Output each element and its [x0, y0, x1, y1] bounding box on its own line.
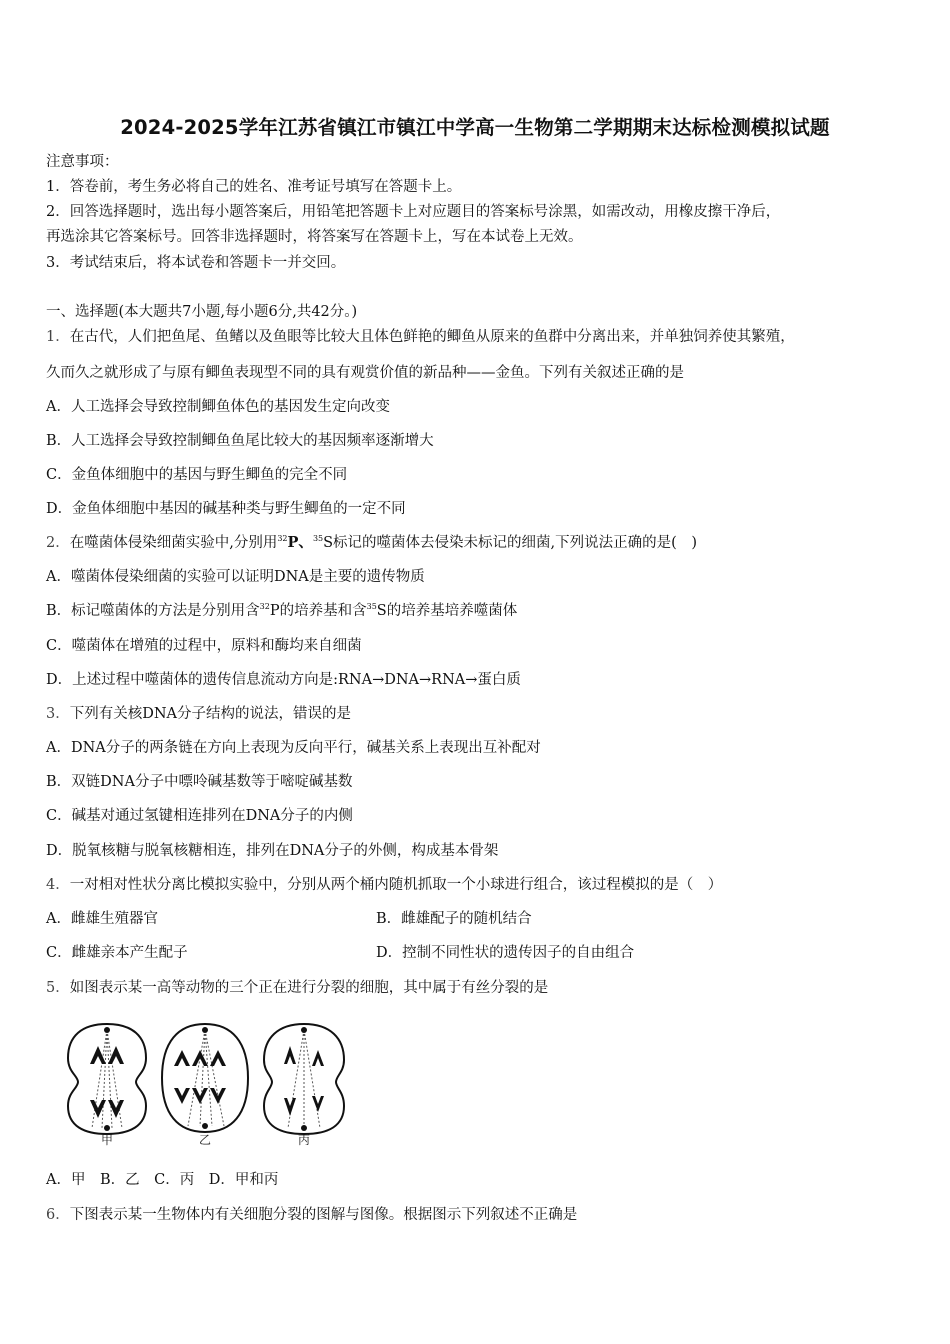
- option-text: P的培养基和含: [269, 603, 367, 619]
- question-text: 一对相对性状分离比模拟实验中，分别从两个桶内随机抓取一个小球进行组合，该过程模拟的是（ ）: [69, 877, 723, 893]
- option-text: B．标记噬菌体的方法是分别用含: [46, 603, 260, 619]
- q4-option-d: D．控制不同性状的遗传因子的自由组合: [376, 945, 635, 961]
- question-text: 下图表示某一生物体内有关细胞分裂的图解与图像。根据图示下列叙述不正确是: [69, 1207, 578, 1223]
- isotope-superscript: 32: [259, 602, 270, 611]
- question-text: 在噬菌体侵染细菌实验中,分别用: [69, 535, 278, 551]
- question-number: 3．: [46, 706, 70, 722]
- notice-item-1: 1．答卷前，考生务必将自己的姓名、准考证号填写在答题卡上。: [46, 179, 462, 195]
- chromosome: [312, 1096, 324, 1112]
- q2-option-a: A．噬菌体侵染细菌的实验可以证明DNA是主要的遗传物质: [46, 569, 425, 585]
- question-number: 5．: [46, 980, 70, 996]
- question-1-stem-cont: 久而久之就形成了与原有鲫鱼表现型不同的具有观赏价值的新品种——金鱼。下列有关叙述正确的是: [46, 365, 684, 381]
- page-title: 2024-2025学年江苏省镇江市镇江中学高一生物第二学期期末达标检测模拟试题: [120, 116, 830, 139]
- isotope-superscript: 35: [312, 534, 324, 543]
- notice-item-3: 3．考试结束后，将本试卷和答题卡一并交回。: [46, 255, 346, 271]
- q3-option-a: A．DNA分子的两条链在方向上表现为反向平行，碱基关系上表现出互补配对: [46, 740, 541, 756]
- cell-label-jia: 甲: [100, 1133, 114, 1146]
- question-2-stem: [46, 534, 697, 552]
- chromosome: [210, 1050, 226, 1066]
- q4-option-c: C．雌雄亲本产生配子: [46, 945, 188, 961]
- question-4-stem: [46, 876, 722, 894]
- chromosome: [284, 1098, 296, 1116]
- chromosome: [284, 1046, 296, 1064]
- question-6-stem: [46, 1206, 577, 1224]
- chromosome: [192, 1050, 208, 1066]
- q2-option-d: D．上述过程中噬菌体的遗传信息流动方向是:RNA→DNA→RNA→蛋白质: [46, 672, 521, 688]
- q5-options: A．甲 B．乙 C．丙 D．甲和丙: [46, 1172, 279, 1188]
- question-text: 下列有关核DNA分子结构的说法，错误的是: [69, 706, 352, 722]
- cell-yi-membrane: [162, 1024, 248, 1132]
- chromosome: [210, 1088, 226, 1104]
- question-text: S标记的噬菌体去侵染未标记的细菌,下列说法正确的是( ): [323, 535, 697, 551]
- q1-option-c: C．金鱼体细胞中的基因与野生鲫鱼的完全不同: [46, 467, 348, 483]
- notice-item-2: 2．回答选择题时，选出每小题答案后，用铅笔把答题卡上对应题目的答案标号涂黑，如需改动，用橡皮擦干净后，: [46, 204, 781, 220]
- notice-item-2-cont: 再选涂其它答案标号。回答非选择题时，将答案写在答题卡上，写在本试卷上无效。: [46, 229, 583, 245]
- section-heading: 一、选择题(本大题共7小题,每小题6分,共42分。): [46, 304, 358, 320]
- q2-option-b: [46, 602, 517, 620]
- isotope-symbol: P、: [287, 534, 313, 551]
- notice-heading: 注意事项：: [46, 154, 119, 170]
- question-number: 6．: [46, 1207, 70, 1223]
- q2-option-c: C．噬菌体在增殖的过程中，原料和酶均来自细菌: [46, 638, 362, 654]
- option-text: S的培养基培养噬菌体: [376, 603, 518, 619]
- isotope-superscript: 35: [366, 602, 377, 611]
- q3-option-d: D．脱氧核糖与脱氧核糖相连，排列在DNA分子的外侧，构成基本骨架: [46, 843, 499, 859]
- question-3-stem: [46, 705, 351, 723]
- chromosome: [108, 1100, 124, 1118]
- question-1-stem: [46, 328, 795, 346]
- q1-option-a: A．人工选择会导致控制鲫鱼体色的基因发生定向改变: [46, 399, 390, 415]
- q1-option-d: D．金鱼体细胞中基因的碱基种类与野生鲫鱼的一定不同: [46, 501, 406, 517]
- question-text: 在古代，人们把鱼尾、鱼鳍以及鱼眼等比较大且体色鲜艳的鲫鱼从原来的鱼群中分离出来，并单独饲养使其繁殖，: [69, 329, 795, 345]
- q1-option-b: B．人工选择会导致控制鲫鱼鱼尾比较大的基因频率逐渐增大: [46, 433, 434, 449]
- question-number: 1．: [46, 329, 70, 345]
- chromosome: [192, 1088, 208, 1104]
- cell-jia-membrane: [68, 1024, 146, 1134]
- chromosome: [312, 1050, 324, 1066]
- question-number: 2．: [46, 535, 70, 551]
- cell-division-figure: [62, 1016, 362, 1146]
- q4-option-a: A．雌雄生殖器官: [46, 911, 158, 927]
- question-number: 4．: [46, 877, 70, 893]
- chromosome: [90, 1100, 106, 1118]
- q3-option-b: B．双链DNA分子中嘌呤碱基数等于嘧啶碱基数: [46, 774, 353, 790]
- question-5-stem: [46, 979, 548, 997]
- chromosome: [174, 1050, 190, 1066]
- question-text: 如图表示某一高等动物的三个正在进行分裂的细胞，其中属于有丝分裂的是: [69, 980, 549, 996]
- chromosome: [174, 1088, 190, 1104]
- cell-label-yi: 乙: [198, 1133, 212, 1146]
- q3-option-c: C．碱基对通过氢键相连排列在DNA分子的内侧: [46, 808, 353, 824]
- cell-label-bing: 丙: [297, 1133, 311, 1146]
- isotope-superscript: 32: [277, 534, 288, 543]
- q4-option-b: B．雌雄配子的随机结合: [376, 911, 532, 927]
